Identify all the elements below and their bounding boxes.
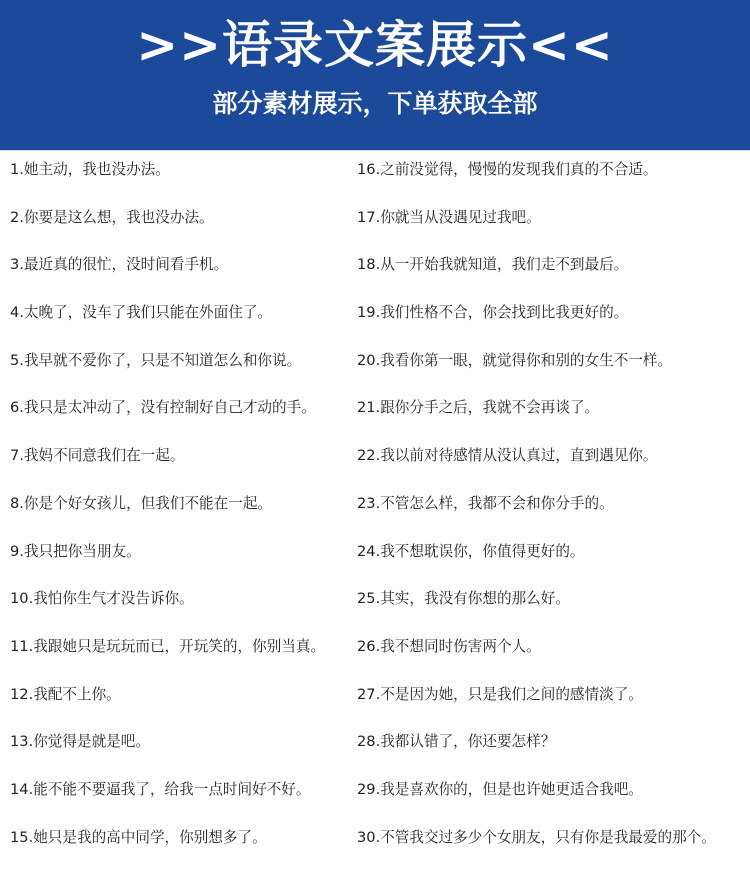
quote-item-8: 8.你是个好女孩儿，但我们不能在一起。 bbox=[10, 494, 273, 512]
quotes-grid bbox=[0, 150, 750, 869]
quote-item-6: 6.我只是太冲动了，没有控制好自己才动的手。 bbox=[10, 399, 316, 417]
header-banner bbox=[0, 0, 750, 150]
quote-item-27: 27.不是因为她，只是我们之间的感情淡了。 bbox=[357, 685, 643, 703]
quotes-column-right bbox=[357, 150, 749, 865]
quote-item-26: 26.我不想同时伤害两个人。 bbox=[357, 637, 541, 655]
quote-item-21: 21.跟你分手之后，我就不会再谈了。 bbox=[357, 399, 600, 417]
quote-item-25: 25.其实，我没有你想的那么好。 bbox=[357, 590, 570, 608]
quote-item-4: 4.太晚了，没车了我们只能在外面住了。 bbox=[10, 304, 273, 322]
quote-item-15: 15.她只是我的高中同学，你别想多了。 bbox=[10, 828, 267, 846]
quote-item-24: 24.我不想耽误你，你值得更好的。 bbox=[357, 542, 585, 560]
quote-item-1: 1.她主动，我也没办法。 bbox=[10, 161, 170, 178]
quote-item-11: 11.我跟她只是玩玩而已，开玩笑的，你别当真。 bbox=[10, 637, 326, 655]
quote-item-30: 30.不管我交过多少个女朋友，只有你是我最爱的那个。 bbox=[357, 828, 716, 846]
quote-item-5: 5.我早就不爱你了，只是不知道怎么和你说。 bbox=[10, 351, 302, 369]
quote-item-23: 23.不管怎么样，我都不会和你分手的。 bbox=[357, 494, 614, 512]
quote-item-9: 9.我只把你当朋友。 bbox=[10, 542, 141, 560]
quote-item-22: 22.我以前对待感情从没认真过，直到遇见你。 bbox=[357, 447, 658, 465]
quotes-column-left bbox=[10, 150, 350, 865]
quote-item-17: 17.你就当从没遇见过我吧。 bbox=[357, 208, 541, 226]
quote-item-10: 10.我怕你生气才没告诉你。 bbox=[10, 590, 194, 608]
quote-item-29: 29.我是喜欢你的，但是也许她更适合我吧。 bbox=[357, 780, 643, 798]
quote-item-28: 28.我都认错了，你还要怎样？ bbox=[357, 733, 556, 751]
quote-item-2: 2.你要是这么想，我也没办法。 bbox=[10, 208, 214, 226]
quote-item-7: 7.我妈不同意我们在一起。 bbox=[10, 447, 185, 465]
quote-item-3: 3.最近真的很忙，没时间看手机。 bbox=[10, 256, 229, 274]
quote-item-16: 16.之前没觉得，慢慢的发现我们真的不合适。 bbox=[357, 161, 658, 178]
quote-item-19: 19.我们性格不合，你会找到比我更好的。 bbox=[357, 304, 629, 322]
quote-item-14: 14.能不能不要逼我了，给我一点时间好不好。 bbox=[10, 780, 311, 798]
quote-item-13: 13.你觉得是就是吧。 bbox=[10, 733, 150, 751]
quote-item-18: 18.从一开始我就知道，我们走不到最后。 bbox=[357, 256, 629, 274]
quote-item-12: 12.我配不上你。 bbox=[10, 685, 121, 703]
page-subtitle: 部分素材展示，下单获取全部 bbox=[212, 89, 538, 118]
page-title: >>语录文案展示<< bbox=[136, 16, 614, 74]
quote-item-20: 20.我看你第一眼，就觉得你和别的女生不一样。 bbox=[357, 351, 673, 369]
